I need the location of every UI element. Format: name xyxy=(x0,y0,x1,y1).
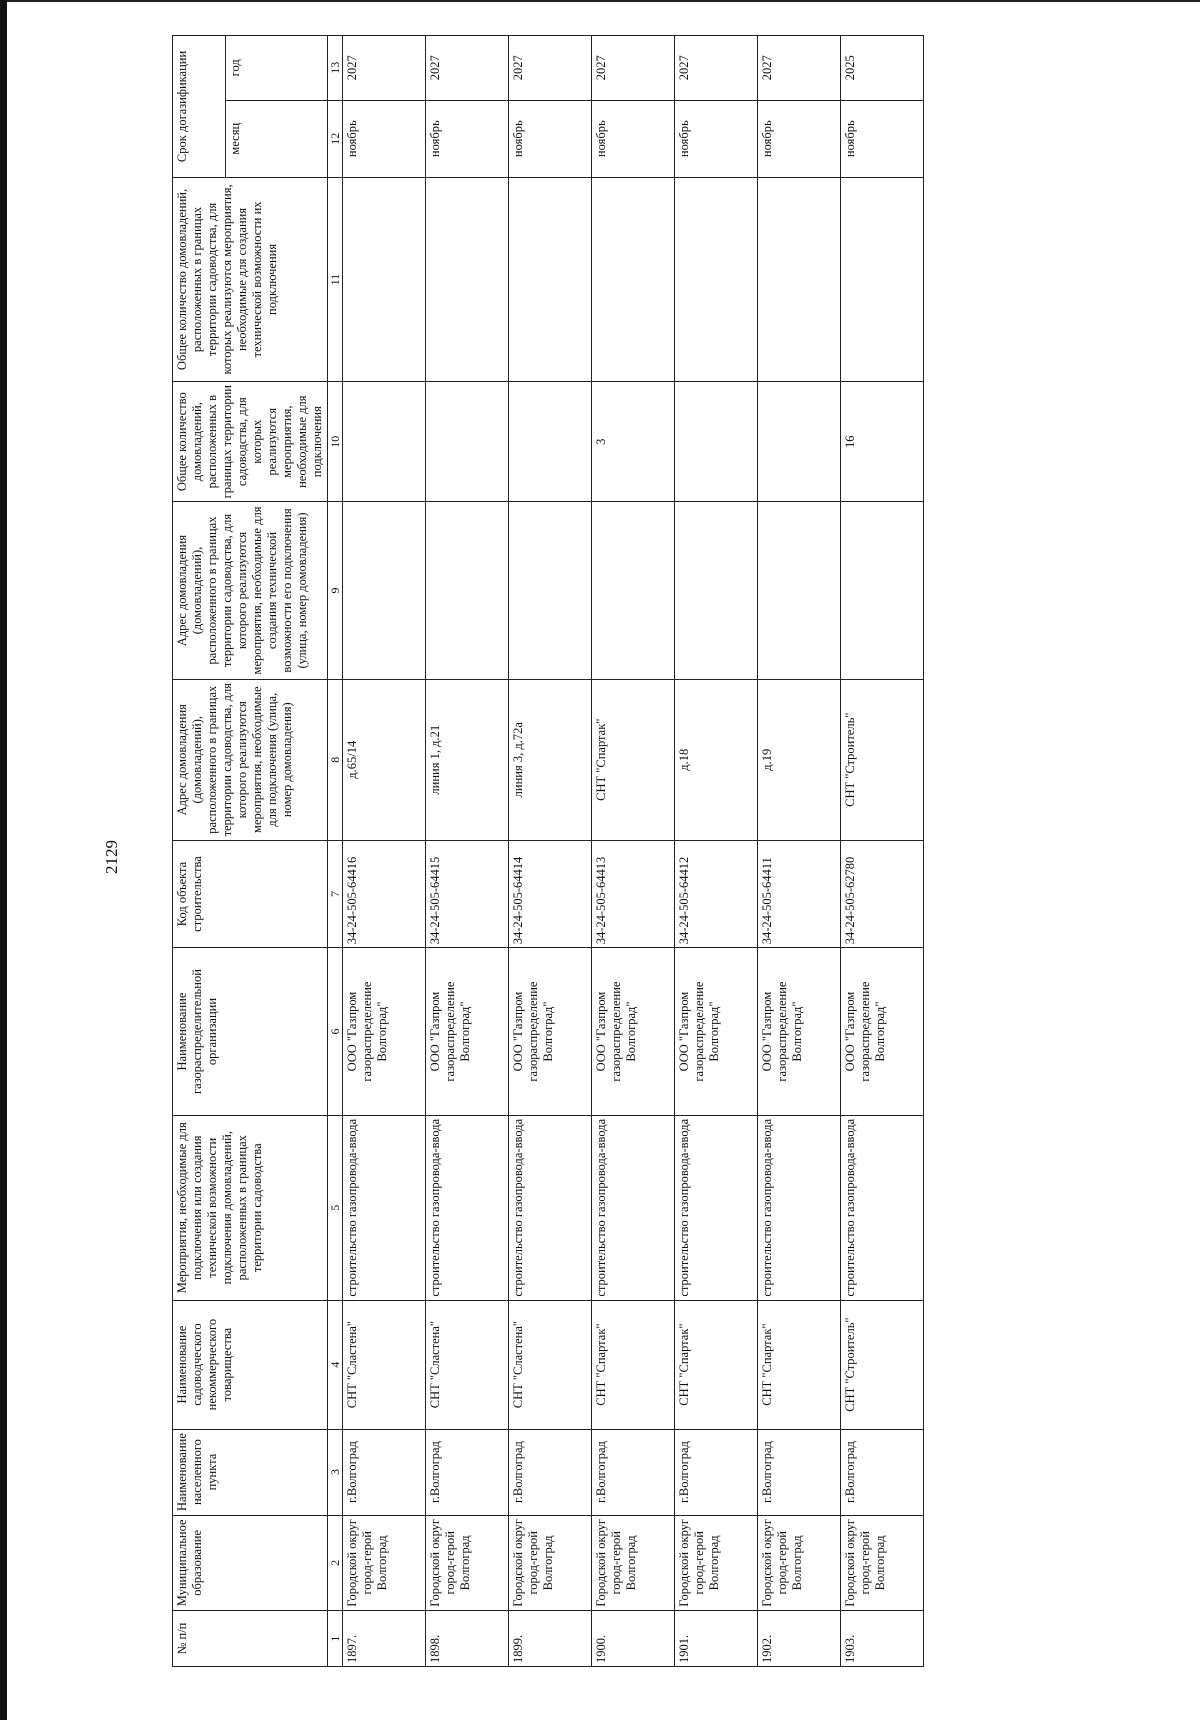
header-col6: Наименование газораспределительной организации xyxy=(173,948,328,1116)
cell-year: 2027 xyxy=(426,36,509,101)
cell-number: 1903. xyxy=(841,1611,924,1667)
cell-count-capability xyxy=(426,177,509,381)
cell-month: ноябрь xyxy=(343,100,426,177)
cell-locality: г.Волгоград xyxy=(758,1429,841,1515)
cell-organization: ООО "Газпром газораспределение Волгоград" xyxy=(758,948,841,1116)
cell-count-connection xyxy=(509,382,592,502)
cell-address-connection: линия 3, д.72а xyxy=(509,679,592,840)
cell-count-connection: 3 xyxy=(592,382,675,502)
header-col1: № п/п xyxy=(173,1611,328,1667)
cell-address-capability xyxy=(592,502,675,679)
cell-count-connection xyxy=(343,382,426,502)
cell-municipality: Городской округ город-герой Волгоград xyxy=(426,1515,509,1611)
header-year: год xyxy=(226,36,328,101)
header-term: Срок догазификации xyxy=(173,36,226,178)
col-number: 13 xyxy=(328,36,343,101)
cell-address-capability xyxy=(426,502,509,679)
cell-number: 1900. xyxy=(592,1611,675,1667)
cell-activity: строительство газопровода-ввода xyxy=(426,1115,509,1300)
header-col3: Наименование населенного пункта xyxy=(173,1429,328,1515)
cell-count-capability xyxy=(758,177,841,381)
cell-activity: строительство газопровода-ввода xyxy=(592,1115,675,1300)
cell-year: 2027 xyxy=(758,36,841,101)
cell-year: 2027 xyxy=(343,36,426,101)
cell-snt: СНТ "Сластена" xyxy=(426,1300,509,1429)
cell-municipality: Городской округ город-герой Волгоград xyxy=(509,1515,592,1611)
header-col7: Код объекта строительства xyxy=(173,840,328,947)
header-col5: Мероприятия, необходимые для подключения или создания технической возможности подключения домовладений, расположенных в границах территории садоводства xyxy=(173,1115,328,1300)
cell-address-connection: СНТ "Спартак" xyxy=(592,679,675,840)
cell-month: ноябрь xyxy=(758,100,841,177)
header-col9: Адрес домовладения (домовладений), расположенного в границах территории садоводства, для которого реализуются мероприятия, необходимые для создания технической возможности его подключения (улица, номер домовладения) xyxy=(173,502,328,679)
cell-month: ноябрь xyxy=(841,100,924,177)
cell-municipality: Городской округ город-герой Волгоград xyxy=(343,1515,426,1611)
cell-month: ноябрь xyxy=(509,100,592,177)
cell-month: ноябрь xyxy=(426,100,509,177)
col-number: 1 xyxy=(328,1611,343,1667)
cell-organization: ООО "Газпром газораспределение Волгоград" xyxy=(509,948,592,1116)
cell-number: 1898. xyxy=(426,1611,509,1667)
cell-count-capability xyxy=(592,177,675,381)
cell-year: 2027 xyxy=(675,36,758,101)
cell-month: ноябрь xyxy=(675,100,758,177)
col-number: 4 xyxy=(328,1300,343,1429)
table-row xyxy=(426,36,509,1667)
scan-left-edge xyxy=(0,0,7,1720)
cell-municipality: Городской округ город-герой Волгоград xyxy=(675,1515,758,1611)
header-row xyxy=(173,36,226,1667)
col-number: 5 xyxy=(328,1115,343,1300)
cell-address-connection: СНТ "Строитель" xyxy=(841,679,924,840)
table-row xyxy=(509,36,592,1667)
col-number: 7 xyxy=(328,840,343,947)
cell-count-connection: 16 xyxy=(841,382,924,502)
col-number: 3 xyxy=(328,1429,343,1515)
cell-locality: г.Волгоград xyxy=(343,1429,426,1515)
header-col8: Адрес домовладения (домовладений), расположенного в границах территории садоводства, для которого реализуются мероприятия, необходимые для подключения (улица, номер домовладения) xyxy=(173,679,328,840)
cell-snt: СНТ "Сластена" xyxy=(343,1300,426,1429)
cell-locality: г.Волгоград xyxy=(509,1429,592,1515)
cell-activity: строительство газопровода-ввода xyxy=(509,1115,592,1300)
header-col11: Общее количество домовладений, расположенных в границах территории садоводства, для которых реализуются мероприятия, необходимые для создания технической возможности их подключения xyxy=(173,177,328,381)
cell-year: 2027 xyxy=(509,36,592,101)
table-row xyxy=(343,36,426,1667)
table-row xyxy=(592,36,675,1667)
cell-code: 34-24-505-64414 xyxy=(509,840,592,947)
cell-year: 2027 xyxy=(592,36,675,101)
cell-municipality: Городской округ город-герой Волгоград xyxy=(841,1515,924,1611)
cell-number: 1902. xyxy=(758,1611,841,1667)
cell-code: 34-24-505-64416 xyxy=(343,840,426,947)
cell-locality: г.Волгоград xyxy=(841,1429,924,1515)
header-col2: Муниципальное образование xyxy=(173,1515,328,1611)
cell-address-capability xyxy=(509,502,592,679)
cell-organization: ООО "Газпром газораспределение Волгоград" xyxy=(675,948,758,1116)
col-number: 10 xyxy=(328,382,343,502)
cell-month: ноябрь xyxy=(592,100,675,177)
cell-activity: строительство газопровода-ввода xyxy=(841,1115,924,1300)
cell-organization: ООО "Газпром газораспределение Волгоград" xyxy=(841,948,924,1116)
cell-number: 1899. xyxy=(509,1611,592,1667)
cell-number: 1901. xyxy=(675,1611,758,1667)
cell-code: 34-24-505-64415 xyxy=(426,840,509,947)
table-row xyxy=(841,36,924,1667)
cell-count-capability xyxy=(343,177,426,381)
cell-address-connection: д.18 xyxy=(675,679,758,840)
cell-organization: ООО "Газпром газораспределение Волгоград" xyxy=(426,948,509,1116)
cell-address-connection: д.65/14 xyxy=(343,679,426,840)
col-number: 12 xyxy=(328,100,343,177)
cell-code: 34-24-505-64411 xyxy=(758,840,841,947)
header-month: месяц xyxy=(226,100,328,177)
col-number: 6 xyxy=(328,948,343,1116)
cell-municipality: Городской округ город-герой Волгоград xyxy=(758,1515,841,1611)
cell-snt: СНТ "Строитель" xyxy=(841,1300,924,1429)
col-number: 9 xyxy=(328,502,343,679)
cell-count-capability xyxy=(509,177,592,381)
top-border-line xyxy=(0,0,1200,2)
cell-count-capability xyxy=(841,177,924,381)
cell-address-connection: д.19 xyxy=(758,679,841,840)
cell-municipality: Городской округ город-герой Волгоград xyxy=(592,1515,675,1611)
rotated-table-container xyxy=(172,35,1037,1667)
cell-locality: г.Волгоград xyxy=(675,1429,758,1515)
cell-count-connection xyxy=(426,382,509,502)
page-number: 2129 xyxy=(102,840,121,874)
cell-address-capability xyxy=(675,502,758,679)
col-number: 2 xyxy=(328,1515,343,1611)
cell-code: 34-24-505-64413 xyxy=(592,840,675,947)
header-col10: Общее количество домовладений, расположенных в границах территории садоводства, для которых реализуются мероприятия, необходимые для подключения xyxy=(173,382,328,502)
cell-locality: г.Волгоград xyxy=(592,1429,675,1515)
header-col4: Наименование садоводческого некоммерческого товарищества xyxy=(173,1300,328,1429)
cell-activity: строительство газопровода-ввода xyxy=(675,1115,758,1300)
cell-year: 2025 xyxy=(841,36,924,101)
cell-code: 34-24-505-62780 xyxy=(841,840,924,947)
gasification-table xyxy=(172,35,924,1667)
cell-number: 1897. xyxy=(343,1611,426,1667)
cell-address-capability xyxy=(758,502,841,679)
table-row xyxy=(675,36,758,1667)
cell-address-capability xyxy=(343,502,426,679)
cell-snt: СНТ "Спартак" xyxy=(675,1300,758,1429)
cell-snt: СНТ "Спартак" xyxy=(758,1300,841,1429)
cell-snt: СНТ "Сластена" xyxy=(509,1300,592,1429)
column-number-row xyxy=(328,36,343,1667)
cell-count-capability xyxy=(675,177,758,381)
cell-locality: г.Волгоград xyxy=(426,1429,509,1515)
col-number: 8 xyxy=(328,679,343,840)
cell-activity: строительство газопровода-ввода xyxy=(343,1115,426,1300)
table-row xyxy=(758,36,841,1667)
col-number: 11 xyxy=(328,177,343,381)
cell-organization: ООО "Газпром газораспределение Волгоград" xyxy=(343,948,426,1116)
cell-snt: СНТ "Спартак" xyxy=(592,1300,675,1429)
cell-organization: ООО "Газпром газораспределение Волгоград" xyxy=(592,948,675,1116)
cell-address-connection: линия 1, д.21 xyxy=(426,679,509,840)
cell-activity: строительство газопровода-ввода xyxy=(758,1115,841,1300)
cell-count-connection xyxy=(675,382,758,502)
cell-count-connection xyxy=(758,382,841,502)
cell-code: 34-24-505-64412 xyxy=(675,840,758,947)
cell-address-capability xyxy=(841,502,924,679)
